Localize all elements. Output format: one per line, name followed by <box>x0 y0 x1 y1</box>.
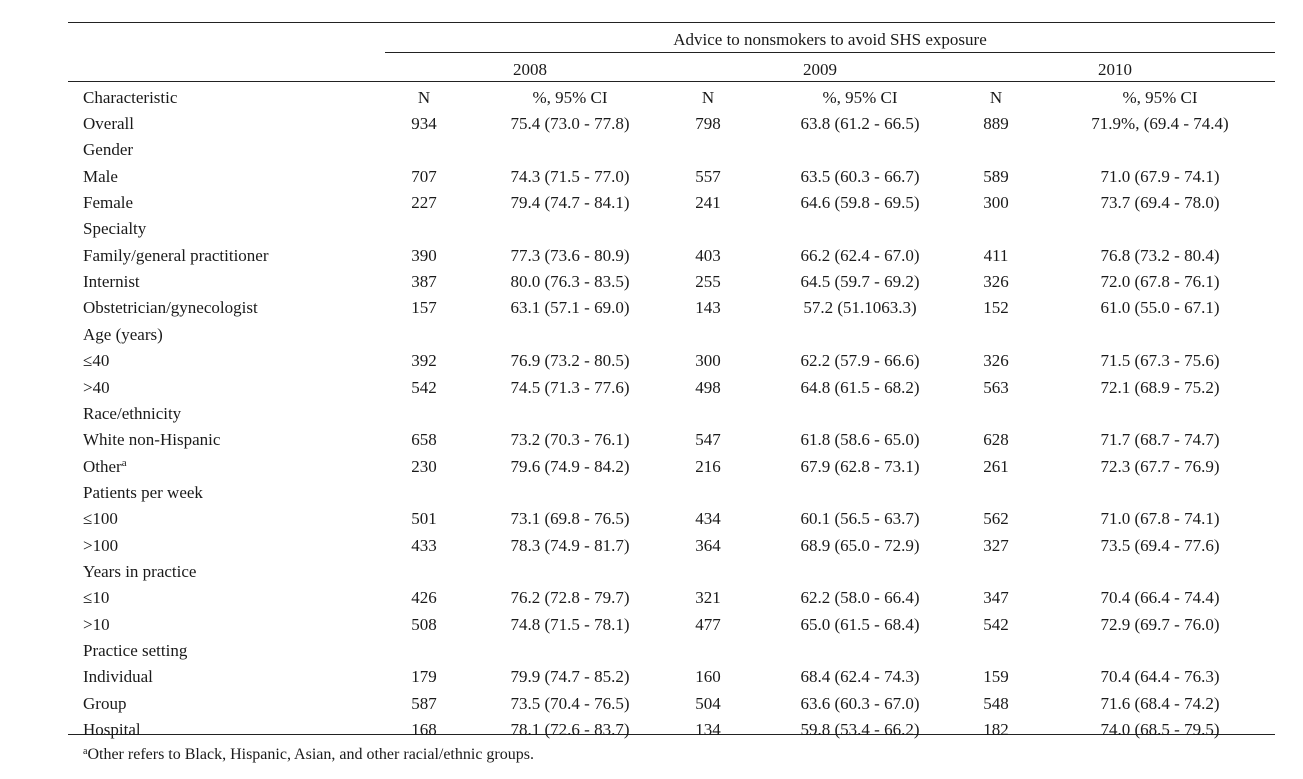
cell-n-2009: 134 <box>695 720 721 739</box>
row-label <box>83 642 187 659</box>
row-label <box>83 721 141 738</box>
row-label <box>83 563 196 580</box>
cell-pct-2009: 63.8 (61.2 - 66.5) <box>800 114 920 133</box>
row-label-text: White non-Hispanic <box>83 430 221 449</box>
spanner-rule <box>385 52 1275 53</box>
row-label-text: Group <box>83 694 127 713</box>
cell-n-2008: 392 <box>411 351 437 370</box>
cell-pct-2009: 59.8 (53.4 - 66.2) <box>800 720 920 739</box>
cell-pct-2008: 79.9 (74.7 - 85.2) <box>510 667 630 686</box>
row-label <box>83 668 153 685</box>
row-label-text: Other <box>83 457 122 476</box>
cell-n-2010: 563 <box>983 378 1009 397</box>
cell-n-2008: 179 <box>411 667 437 686</box>
cell-pct-2008: 77.3 (73.6 - 80.9) <box>510 246 630 265</box>
column-header-n-2010: N <box>989 88 1003 107</box>
cell-pct-2009: 66.2 (62.4 - 67.0) <box>800 246 920 265</box>
row-label-text: ≤100 <box>83 509 118 528</box>
row-label-text: Family/general practitioner <box>83 246 269 265</box>
cell-n-2009: 477 <box>695 615 721 634</box>
cell-pct-2008: 73.5 (70.4 - 76.5) <box>510 694 630 713</box>
cell-n-2009: 160 <box>695 667 721 686</box>
cell-n-2009: 364 <box>695 536 721 555</box>
cell-n-2008: 426 <box>411 588 437 607</box>
row-label-text: Practice setting <box>83 641 188 660</box>
footnote-text: Other refers to Black, Hispanic, Asian, and other racial/ethnic groups. <box>87 746 534 763</box>
cell-n-2010: 261 <box>983 457 1009 476</box>
cell-pct-2009: 64.6 (59.8 - 69.5) <box>800 193 920 212</box>
row-label <box>83 458 127 475</box>
row-label <box>83 616 110 633</box>
row-label <box>83 168 118 185</box>
cell-n-2008: 934 <box>411 114 437 133</box>
column-header-pct-2010: %, 95% CI <box>1122 88 1198 107</box>
row-label-text: Individual <box>83 667 153 686</box>
cell-pct-2010: 61.0 (55.0 - 67.1) <box>1100 298 1220 317</box>
cell-n-2010: 182 <box>983 720 1009 739</box>
cell-n-2009: 321 <box>695 588 721 607</box>
cell-pct-2009: 65.0 (61.5 - 68.4) <box>800 615 920 634</box>
cell-n-2008: 390 <box>411 246 437 265</box>
cell-n-2008: 501 <box>411 509 437 528</box>
cell-pct-2010: 71.0 (67.8 - 74.1) <box>1100 509 1220 528</box>
cell-n-2009: 434 <box>695 509 721 528</box>
cell-n-2008: 542 <box>411 378 437 397</box>
row-label <box>83 510 118 527</box>
row-label-text: Age (years) <box>83 325 163 344</box>
column-header-pct-2008: %, 95% CI <box>532 88 608 107</box>
cell-pct-2009: 63.6 (60.3 - 67.0) <box>800 694 920 713</box>
row-label-text: Hospital <box>83 720 141 739</box>
cell-pct-2010: 72.1 (68.9 - 75.2) <box>1100 378 1220 397</box>
cell-pct-2010: 70.4 (64.4 - 76.3) <box>1100 667 1220 686</box>
cell-pct-2008: 74.5 (71.3 - 77.6) <box>510 378 630 397</box>
cell-pct-2008: 80.0 (76.3 - 83.5) <box>510 272 630 291</box>
cell-pct-2008: 75.4 (73.0 - 77.8) <box>510 114 630 133</box>
cell-n-2010: 327 <box>983 536 1009 555</box>
row-label-text: Patients per week <box>83 483 203 502</box>
cell-n-2008: 587 <box>411 694 437 713</box>
column-header-pct-2009: %, 95% CI <box>822 88 898 107</box>
cell-n-2009: 403 <box>695 246 721 265</box>
cell-pct-2008: 76.9 (73.2 - 80.5) <box>510 351 630 370</box>
row-label-text: ≤10 <box>83 588 110 607</box>
row-label <box>83 326 163 343</box>
cell-pct-2008: 78.3 (74.9 - 81.7) <box>510 536 630 555</box>
cell-pct-2008: 63.1 (57.1 - 69.0) <box>510 298 630 317</box>
row-label <box>83 141 133 158</box>
cell-pct-2008: 76.2 (72.8 - 79.7) <box>510 588 630 607</box>
row-label <box>83 589 109 606</box>
cell-pct-2010: 71.5 (67.3 - 75.6) <box>1100 351 1220 370</box>
cell-n-2010: 326 <box>983 351 1009 370</box>
top-rule <box>68 22 1275 23</box>
cell-pct-2008: 74.3 (71.5 - 77.0) <box>510 167 630 186</box>
cell-pct-2009: 62.2 (57.9 - 66.6) <box>800 351 920 370</box>
cell-n-2008: 227 <box>411 193 437 212</box>
cell-n-2009: 216 <box>695 457 721 476</box>
cell-n-2009: 798 <box>695 114 721 133</box>
cell-pct-2010: 73.7 (69.4 - 78.0) <box>1100 193 1220 212</box>
row-label <box>83 484 203 501</box>
cell-n-2009: 504 <box>695 694 721 713</box>
cell-pct-2008: 74.8 (71.5 - 78.1) <box>510 615 630 634</box>
cell-pct-2010: 72.3 (67.7 - 76.9) <box>1100 457 1220 476</box>
row-label-text: >40 <box>83 378 110 397</box>
row-label-text: Specialty <box>83 219 147 238</box>
row-label <box>83 537 118 554</box>
cell-pct-2008: 79.4 (74.7 - 84.1) <box>510 193 630 212</box>
cell-pct-2008: 78.1 (72.6 - 83.7) <box>510 720 630 739</box>
cell-n-2010: 589 <box>983 167 1009 186</box>
row-label-text: >100 <box>83 536 119 555</box>
year-header-2009: 2009 <box>803 60 837 79</box>
row-label <box>83 299 258 316</box>
row-label-text: Years in practice <box>83 562 197 581</box>
row-label-text: Internist <box>83 272 140 291</box>
cell-pct-2008: 73.2 (70.3 - 76.1) <box>510 430 630 449</box>
footnote-marker: a <box>121 457 127 469</box>
year-header-2010: 2010 <box>1098 60 1132 79</box>
footnote-marker: a <box>83 746 88 757</box>
cell-pct-2009: 61.8 (58.6 - 65.0) <box>800 430 920 449</box>
cell-pct-2010: 76.8 (73.2 - 80.4) <box>1100 246 1220 265</box>
column-header-n-2008: N <box>417 88 431 107</box>
row-label <box>83 695 126 712</box>
cell-pct-2008: 79.6 (74.9 - 84.2) <box>510 457 630 476</box>
cell-pct-2009: 62.2 (58.0 - 66.4) <box>800 588 920 607</box>
cell-n-2009: 143 <box>695 298 721 317</box>
cell-n-2010: 562 <box>983 509 1009 528</box>
cell-pct-2009: 68.4 (62.4 - 74.3) <box>800 667 920 686</box>
cell-pct-2009: 63.5 (60.3 - 66.7) <box>800 167 920 186</box>
row-label <box>83 220 146 237</box>
row-label-text: Race/ethnicity <box>83 404 182 423</box>
cell-pct-2009: 68.9 (65.0 - 72.9) <box>800 536 920 555</box>
cell-n-2009: 547 <box>695 430 721 449</box>
row-label-text: Male <box>83 167 118 186</box>
row-label <box>83 431 220 448</box>
cell-n-2010: 159 <box>983 667 1009 686</box>
cell-n-2009: 241 <box>695 193 721 212</box>
table-footnote <box>83 746 534 764</box>
cell-pct-2009: 67.9 (62.8 - 73.1) <box>800 457 920 476</box>
cell-n-2010: 347 <box>983 588 1009 607</box>
cell-pct-2010: 71.6 (68.4 - 74.2) <box>1100 694 1220 713</box>
row-label-text: ≤40 <box>83 351 110 370</box>
cell-n-2008: 168 <box>411 720 437 739</box>
cell-pct-2010: 74.0 (68.5 - 79.5) <box>1100 720 1220 739</box>
cell-pct-2010: 70.4 (66.4 - 74.4) <box>1100 588 1220 607</box>
cell-pct-2009: 60.1 (56.5 - 63.7) <box>800 509 920 528</box>
cell-n-2010: 542 <box>983 615 1009 634</box>
cell-pct-2010: 71.9%, (69.4 - 74.4) <box>1091 114 1229 133</box>
cell-n-2008: 230 <box>411 457 437 476</box>
cell-n-2008: 157 <box>411 298 437 317</box>
cell-n-2008: 508 <box>411 615 437 634</box>
cell-n-2010: 326 <box>983 272 1009 291</box>
cell-n-2010: 300 <box>983 193 1009 212</box>
cell-n-2010: 628 <box>983 430 1009 449</box>
row-label <box>83 273 140 290</box>
row-label <box>83 194 133 211</box>
spanner-header: Advice to nonsmokers to avoid SHS exposure <box>673 30 987 49</box>
row-label-text: Female <box>83 193 134 212</box>
cell-n-2009: 498 <box>695 378 721 397</box>
cell-pct-2009: 57.2 (51.1063.3) <box>803 298 917 317</box>
cell-n-2008: 387 <box>411 272 437 291</box>
year-header-2008: 2008 <box>513 60 547 79</box>
row-label-text: Overall <box>83 114 134 133</box>
cell-pct-2010: 73.5 (69.4 - 77.6) <box>1100 536 1220 555</box>
cell-n-2010: 152 <box>983 298 1009 317</box>
cell-pct-2010: 72.0 (67.8 - 76.1) <box>1100 272 1220 291</box>
cell-n-2009: 255 <box>695 272 721 291</box>
row-label-text: Gender <box>83 140 134 159</box>
year-rule <box>68 81 1275 82</box>
cell-pct-2010: 72.9 (69.7 - 76.0) <box>1100 615 1220 634</box>
row-label-text: >10 <box>83 615 110 634</box>
row-label-text: Obstetrician/gynecologist <box>83 298 258 317</box>
row-label <box>83 115 134 132</box>
row-label <box>83 247 269 264</box>
cell-n-2008: 707 <box>411 167 437 186</box>
column-header-n-2009: N <box>701 88 715 107</box>
cell-pct-2009: 64.5 (59.7 - 69.2) <box>800 272 920 291</box>
cell-pct-2009: 64.8 (61.5 - 68.2) <box>800 378 920 397</box>
column-header-characteristic: Characteristic <box>83 88 178 107</box>
cell-pct-2010: 71.7 (68.7 - 74.7) <box>1100 430 1220 449</box>
cell-n-2010: 889 <box>983 114 1009 133</box>
cell-n-2009: 557 <box>695 167 721 186</box>
cell-pct-2008: 73.1 (69.8 - 76.5) <box>510 509 630 528</box>
cell-n-2008: 433 <box>411 536 437 555</box>
cell-pct-2010: 71.0 (67.9 - 74.1) <box>1100 167 1220 186</box>
cell-n-2010: 411 <box>983 246 1009 265</box>
cell-n-2008: 658 <box>411 430 437 449</box>
cell-n-2010: 548 <box>983 694 1009 713</box>
row-label <box>83 352 109 369</box>
row-label <box>83 405 181 422</box>
cell-n-2009: 300 <box>695 351 721 370</box>
row-label <box>83 379 110 396</box>
